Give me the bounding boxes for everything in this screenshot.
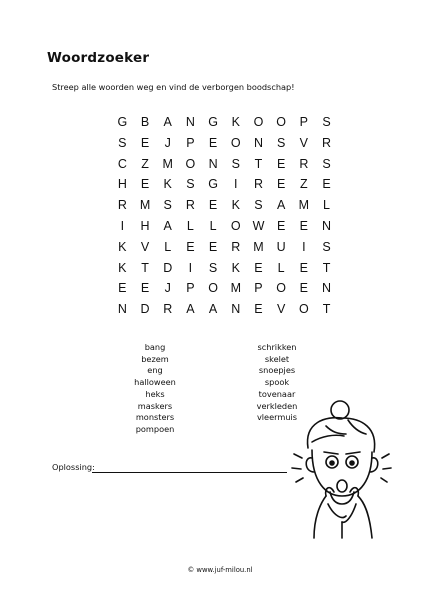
grid-letter[interactable]: A [276,198,286,213]
grid-letter[interactable]: J [164,135,171,150]
grid-letter[interactable]: L [186,218,194,233]
word-item: skelet [264,353,290,364]
grid-letter[interactable]: S [186,177,195,192]
word-list-left [110,342,200,436]
grid-letter[interactable]: A [163,115,172,129]
grid-letter[interactable]: E [276,177,286,192]
grid-letter[interactable]: E [118,281,127,296]
grid-letter[interactable]: D [140,302,150,317]
grid-letter[interactable]: O [253,115,264,129]
grid-letter[interactable]: E [186,239,195,254]
grid-letter[interactable]: G [208,115,218,129]
grid-letter[interactable]: G [117,115,128,129]
grid-letter[interactable]: I [188,260,193,275]
grid-letter[interactable]: E [299,218,309,233]
grid-letter[interactable]: W [252,218,265,233]
footer-credit: © www.juf-milou.nl [187,566,253,574]
grid-letter[interactable]: A [163,218,172,233]
word-item: bang [144,342,166,352]
grid-letter[interactable]: U [276,239,286,254]
word-item: halloween [134,377,176,388]
grid-letter[interactable]: E [299,260,309,275]
grid-letter[interactable]: N [253,135,263,150]
grid-letter[interactable]: R [163,302,173,317]
grid-letter[interactable]: P [299,115,309,129]
word-item: eng [147,365,163,376]
grid-letter[interactable]: T [141,260,149,275]
grid-letter[interactable]: R [185,198,195,213]
grid-letter[interactable]: P [186,135,195,150]
grid-letter[interactable]: O [185,156,196,171]
grid-letter[interactable]: I [234,177,238,192]
grid-letter[interactable]: K [231,198,240,213]
word-item: pompoen [135,423,175,434]
grid-letter[interactable]: S [118,135,127,150]
grid-letter[interactable]: N [231,302,241,317]
grid-letter[interactable]: S [163,198,172,213]
grid-letter[interactable]: E [140,135,150,150]
grid-letter[interactable]: G [208,177,218,192]
word-item: spook [264,377,290,388]
grid-letter[interactable]: E [322,177,331,192]
scared-child-icon [286,392,401,552]
grid-letter[interactable]: H [140,218,150,233]
grid-letter[interactable]: K [118,260,127,275]
grid-letter[interactable]: I [120,218,125,233]
word-item: maskers [137,400,173,411]
grid-letter[interactable]: S [231,156,240,171]
word-item: schrikken [257,342,297,352]
grid-letter[interactable]: L [277,260,285,275]
grid-letter[interactable]: O [298,302,309,317]
grid-letter[interactable]: M [162,156,173,171]
grid-letter[interactable]: M [253,239,264,254]
grid-letter[interactable]: E [140,281,150,296]
grid-letter[interactable]: R [117,198,127,213]
grid-letter[interactable]: A [208,302,218,317]
grid-letter[interactable]: V [276,302,286,317]
grid-letter[interactable]: L [164,239,172,254]
grid-letter[interactable]: K [118,239,127,254]
grid-letter[interactable]: A [186,302,195,317]
grid-letter[interactable]: P [254,281,263,296]
word-item: vleermuis [256,412,298,423]
grid-letter[interactable]: S [322,156,331,171]
grid-letter[interactable]: O [208,281,218,296]
grid-letter[interactable]: N [208,156,218,171]
grid-letter[interactable]: P [186,281,195,296]
grid-letter[interactable]: E [276,156,286,171]
grid-letter[interactable]: H [117,177,127,192]
grid-letter[interactable]: R [231,239,241,254]
grid-letter[interactable]: J [164,281,171,296]
word-search-grid [111,112,338,320]
word-item: tovenaar [258,388,296,399]
grid-letter[interactable]: V [140,239,150,254]
grid-letter[interactable]: V [299,135,309,150]
grid-letter[interactable]: R [299,156,309,171]
word-item: bezem [141,353,169,364]
grid-letter[interactable]: M [298,198,310,213]
grid-letter[interactable]: L [209,218,217,233]
grid-letter[interactable]: K [231,115,240,129]
grid-letter[interactable]: S [276,135,286,150]
word-item: verkleden [256,400,298,411]
grid-letter[interactable]: I [302,239,306,254]
grid-letter[interactable]: K [231,260,240,275]
grid-letter[interactable]: T [254,156,263,171]
grid-letter[interactable]: S [254,198,263,213]
grid-letter[interactable]: B [140,115,150,129]
grid-letter[interactable]: T [322,260,331,275]
grid-letter[interactable]: D [163,260,173,275]
grid-letter[interactable]: R [253,177,263,192]
grid-letter[interactable]: E [254,260,263,275]
solution-answer-line[interactable] [92,472,287,473]
grid-letter[interactable]: N [185,115,195,129]
grid-letter[interactable]: N [117,302,127,317]
grid-letter[interactable]: L [323,198,330,213]
instruction-text: Streep alle woorden weg en vind de verborgen boodschap! [52,82,295,92]
grid-letter[interactable]: Z [141,156,149,171]
grid-letter[interactable]: N [322,281,332,296]
grid-letter[interactable]: E [140,177,150,192]
grid-letter[interactable]: T [322,302,331,317]
grid-letter[interactable]: E [208,198,218,213]
grid-letter[interactable]: Z [300,177,308,192]
grid-letter[interactable]: N [322,218,332,233]
grid-letter[interactable]: S [322,115,331,129]
grid-letter[interactable]: S [322,239,331,254]
grid-letter[interactable]: E [276,218,286,233]
grid-letter[interactable]: K [163,177,172,192]
grid-letter[interactable]: M [139,198,151,213]
grid-letter[interactable]: O [276,115,287,129]
grid-letter[interactable]: S [208,260,218,275]
solution-label: Oplossing: [52,462,95,472]
grid-letter[interactable]: O [230,135,241,150]
grid-letter[interactable]: R [322,135,332,150]
page-title: Woordzoeker [47,50,150,66]
grid-letter[interactable]: E [254,302,263,317]
grid-letter[interactable]: E [208,239,218,254]
grid-letter[interactable]: E [299,281,309,296]
grid-letter[interactable]: O [230,218,241,233]
word-item: heks [145,388,165,399]
word-item: snoepjes [258,365,296,376]
grid-letter[interactable]: E [208,135,218,150]
word-item: monsters [135,412,175,423]
grid-letter[interactable]: M [230,281,241,296]
grid-letter[interactable]: C [117,156,127,171]
grid-letter[interactable]: O [276,281,287,296]
